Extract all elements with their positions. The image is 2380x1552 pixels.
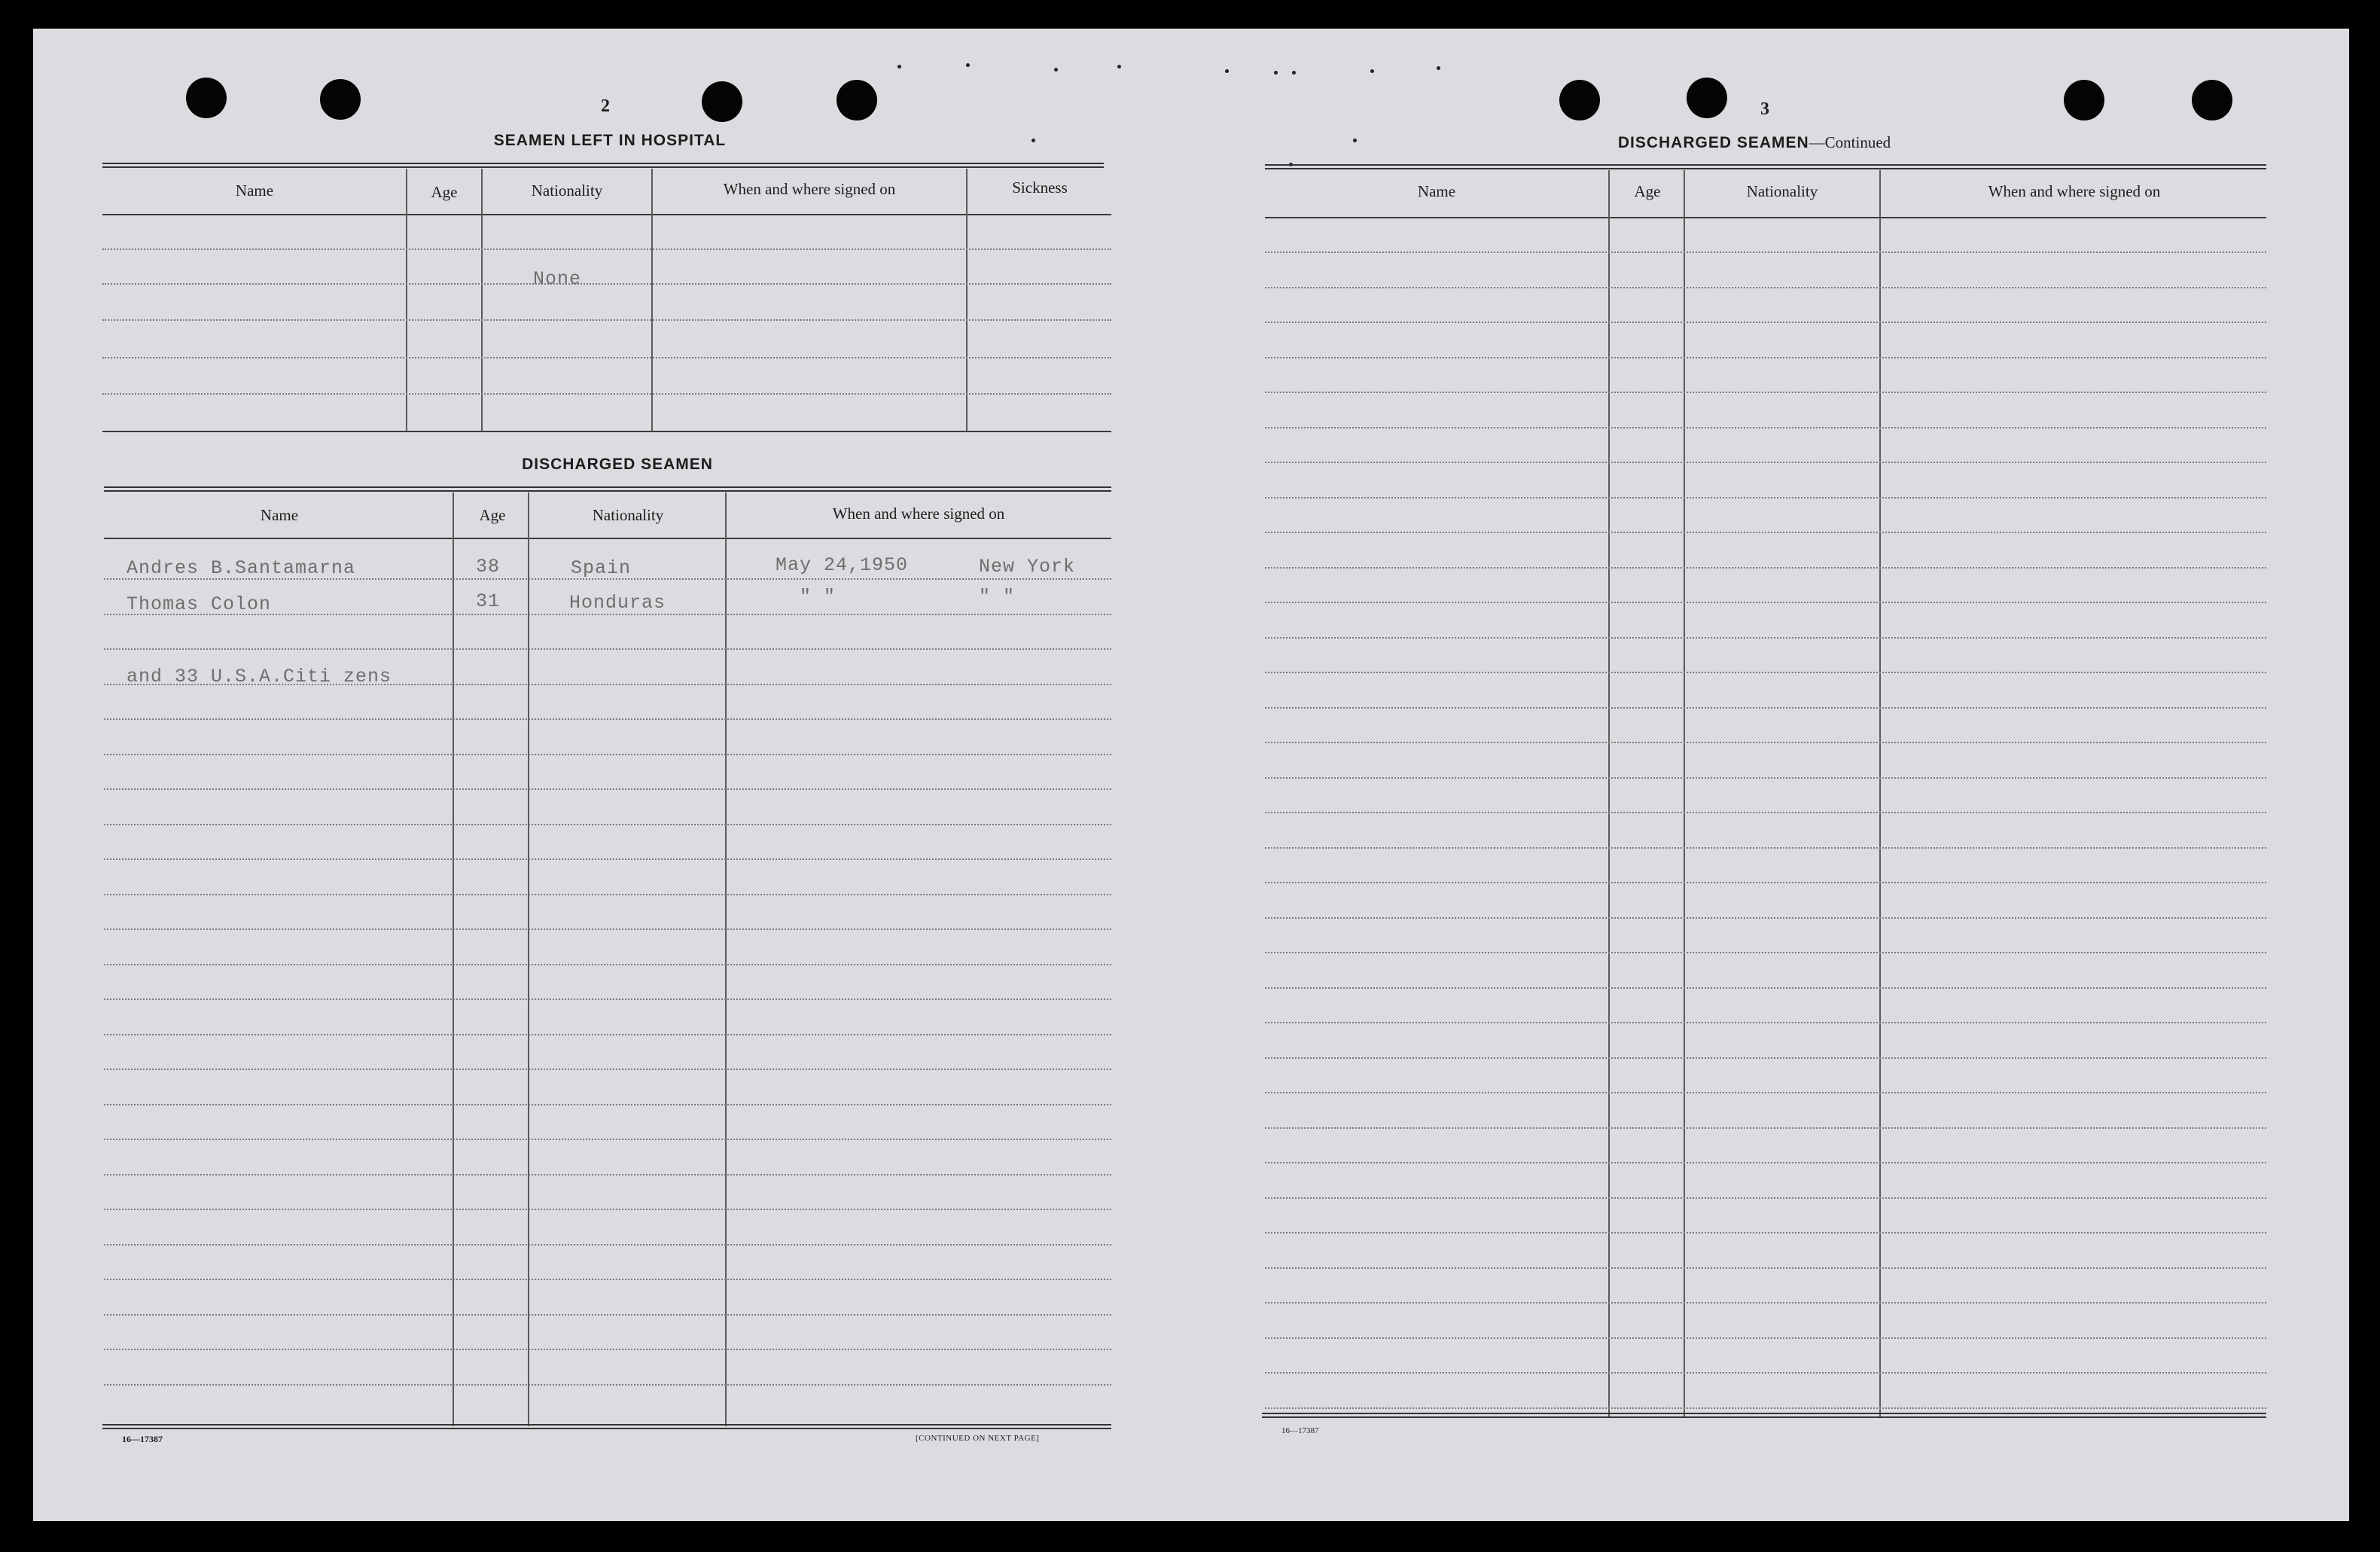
row-line — [1265, 882, 2266, 883]
row-line — [1265, 742, 2266, 743]
row-line — [1265, 357, 2266, 358]
hospital-row-line — [102, 249, 1111, 250]
row-line — [1265, 1092, 2266, 1093]
row-line — [1265, 847, 2266, 849]
right-bottom-rule — [1262, 1413, 2266, 1418]
row-line — [1265, 917, 2266, 919]
row-line — [1265, 812, 2266, 813]
discharged-header-when-where: When and where signed on — [832, 505, 1005, 523]
row-line — [1265, 567, 2266, 569]
hospital-top-rule — [102, 163, 1104, 168]
left-bottom-rule — [102, 1424, 1111, 1429]
row-line — [1265, 1337, 2266, 1339]
discharged-row-2-nationality: Honduras — [569, 592, 666, 614]
hospital-bottom-rule — [102, 431, 1111, 432]
right-section-title — [1521, 133, 1988, 152]
punch-hole-7 — [2064, 80, 2104, 120]
hospital-header-age: Age — [431, 183, 458, 201]
hospital-row-line — [102, 319, 1111, 321]
row-line — [104, 964, 1111, 965]
row-line — [1265, 1022, 2266, 1023]
row-line — [1265, 1372, 2266, 1374]
discharged-top-rule — [104, 486, 1111, 492]
row-line — [104, 1384, 1111, 1386]
row-line — [1265, 1232, 2266, 1233]
right-form-number: 16—17387 — [1281, 1426, 1319, 1435]
hospital-header-rule — [102, 214, 1111, 215]
row-line — [104, 1244, 1111, 1246]
hospital-row-line — [102, 357, 1111, 358]
hospital-row-line — [102, 393, 1111, 395]
discharged-col-divider — [453, 492, 454, 1426]
punch-hole-6 — [1687, 78, 1727, 118]
row-line — [104, 999, 1111, 1000]
row-line — [1265, 1302, 2266, 1303]
right-header-name: Name — [1417, 182, 1456, 200]
hospital-header-nationality: Nationality — [531, 181, 603, 200]
row-line — [104, 1069, 1111, 1070]
right-header-when-where: When and where signed on — [1988, 182, 2161, 200]
row-line — [1265, 672, 2266, 673]
right-section-title-suffix: —Continued — [1809, 133, 1891, 151]
discharged-section-title: DISCHARGED SEAMEN — [522, 456, 713, 473]
discharged-header-rule — [104, 538, 1111, 539]
discharged-row-2-age: 31 — [476, 590, 501, 612]
row-line — [104, 1174, 1111, 1175]
row-line — [104, 894, 1111, 895]
row-line — [104, 1209, 1111, 1210]
discharged-row-1-nationality: Spain — [571, 557, 632, 579]
right-page-number: 3 — [1760, 99, 1769, 119]
row-line — [104, 858, 1111, 860]
discharged-row-2-place: " " — [979, 586, 1016, 608]
hospital-header-name: Name — [235, 181, 274, 200]
left-form-number: 16—17387 — [122, 1434, 163, 1444]
row-line — [1265, 252, 2266, 253]
row-line — [104, 754, 1111, 755]
discharged-header-name: Name — [260, 506, 299, 524]
punch-hole-1 — [186, 78, 227, 118]
row-line — [1265, 462, 2266, 463]
left-page-number: 2 — [601, 96, 610, 116]
row-line — [1265, 637, 2266, 639]
row-line — [104, 648, 1111, 650]
punch-hole-2 — [320, 79, 361, 120]
discharged-row-1-age: 38 — [476, 556, 501, 578]
discharged-col-divider — [528, 492, 529, 1426]
row-line — [1265, 1162, 2266, 1163]
row-line — [104, 928, 1111, 930]
row-line — [104, 1279, 1111, 1280]
hospital-row-line — [102, 283, 1111, 285]
row-line — [1265, 532, 2266, 533]
row-line — [1265, 707, 2266, 709]
punch-hole-3 — [702, 81, 742, 122]
punch-hole-4 — [837, 80, 877, 120]
continued-note: [CONTINUED ON NEXT PAGE] — [916, 1434, 1040, 1443]
right-header-rule — [1265, 217, 2266, 218]
hospital-header-sickness: Sickness — [1012, 178, 1068, 197]
discharged-header-age: Age — [479, 506, 506, 524]
row-line — [104, 1104, 1111, 1105]
discharged-col-divider — [725, 492, 727, 1426]
row-line — [1265, 497, 2266, 499]
right-header-nationality: Nationality — [1746, 182, 1818, 200]
right-section-title-text: DISCHARGED SEAMEN — [1617, 134, 1809, 151]
discharged-row-1-date: May 24,1950 — [776, 554, 909, 576]
row-line — [1265, 392, 2266, 393]
discharged-row-1-place: New York — [979, 556, 1076, 578]
row-line — [1265, 1267, 2266, 1269]
hospital-section-title: SEAMEN LEFT IN HOSPITAL — [493, 132, 727, 149]
row-line — [104, 718, 1111, 720]
discharged-header-nationality: Nationality — [592, 506, 664, 524]
hospital-header-when-where: When and where signed on — [723, 180, 896, 198]
row-line — [1265, 602, 2266, 603]
row-line — [1265, 1057, 2266, 1059]
row-line — [104, 1314, 1111, 1316]
row-line — [1265, 987, 2266, 989]
row-line — [104, 1139, 1111, 1140]
row-line — [1265, 427, 2266, 428]
discharged-note: and 33 U.S.A.Citi zens — [126, 666, 392, 688]
row-line — [1265, 777, 2266, 779]
row-line — [1265, 287, 2266, 288]
row-line — [1265, 322, 2266, 323]
discharged-row-2-date: " " — [800, 586, 837, 608]
row-line — [104, 1034, 1111, 1035]
row-line — [1265, 1127, 2266, 1129]
row-line — [104, 788, 1111, 790]
punch-hole-8 — [2192, 80, 2232, 120]
row-line — [104, 1349, 1111, 1350]
row-line — [1265, 952, 2266, 953]
row-line — [1265, 1407, 2266, 1409]
hospital-entry-none: None — [533, 268, 582, 290]
discharged-row-2-name: Thomas Colon — [126, 593, 272, 615]
right-top-rule — [1265, 164, 2266, 169]
punch-hole-5 — [1559, 80, 1600, 120]
discharged-row-1-name: Andres B.Santamarna — [126, 557, 356, 579]
row-line — [1265, 1197, 2266, 1199]
right-header-age: Age — [1634, 182, 1661, 200]
row-line — [104, 824, 1111, 825]
